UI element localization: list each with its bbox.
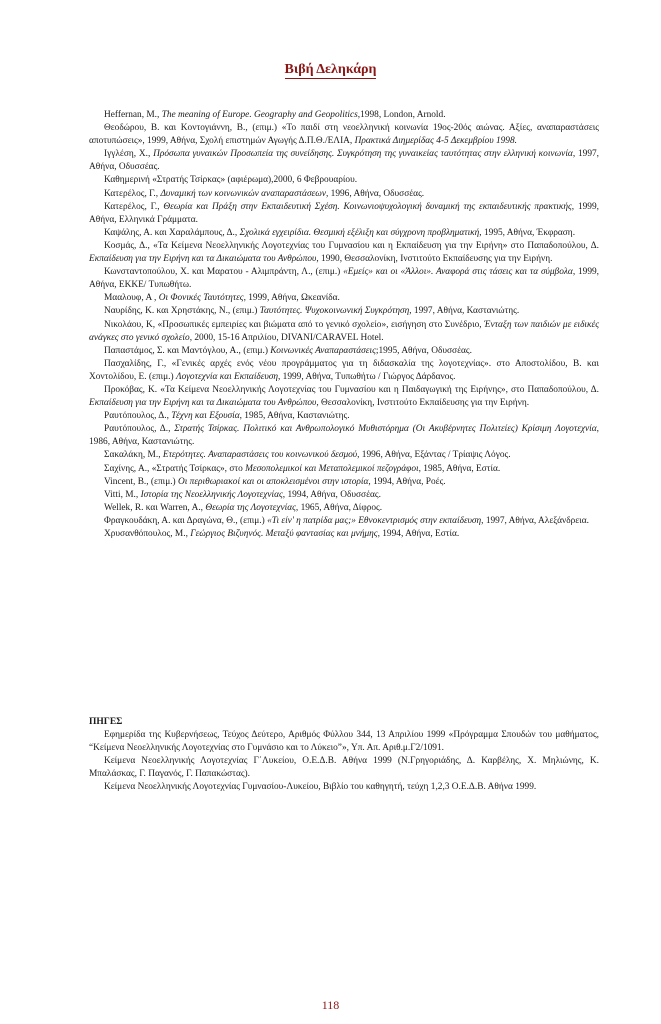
entry-title-italic: Εκπαίδευση για την Ειρήνη και τα Δικαιώματα του Ανθρώπου xyxy=(89,254,317,265)
bibliography-entry xyxy=(89,201,599,227)
entry-title-italic: Οι περιθωριακοί και οι αποκλεισμένοι στην ιστορία xyxy=(178,476,369,487)
source-entry xyxy=(89,755,599,781)
bibliography-entry xyxy=(89,476,599,489)
entry-title-italic: Ετερότητες. Αναπαραστάσεις του κοινωνικού δεσμού xyxy=(162,450,358,461)
entry-text: Vincent, Β., (επιμ.) xyxy=(104,476,178,487)
entry-title-italic: Λογοτεχνία και Εκπαίδευση xyxy=(175,371,278,382)
bibliography-entry xyxy=(89,449,599,462)
bibliography-entry xyxy=(89,410,599,423)
entry-text: Χρυσανθόπουλος, Μ., xyxy=(104,529,191,539)
bibliography-entry xyxy=(89,515,599,528)
entry-text: , 1997, Αθήνα, Οδυσσέας. xyxy=(89,149,599,173)
entry-text: Ναυρίδης, Κ. και Χρηστάκης, Ν., (επιμ.) xyxy=(104,306,260,317)
entry-title-italic: Σχολικά εγχειρίδια. Θεσμική εξέλιξη και σύγχρονη προβληματική xyxy=(239,227,480,238)
bibliography-entry xyxy=(89,240,599,266)
entry-text: Εφημερίδα της Κυβερνήσεως, Τεύχος Δεύτερο, Αριθμός Φύλλου 344, 13 Απριλίου 1999 «Πρόγραμμα Σπουδών του μαθήματος, “Κείμενα Νεοελληνικής Λογοτεχνίας στο Γυμνάσιο και το Λύκειο”», Υπ. Απ. Αριθ.μ.Γ2/1091. xyxy=(89,730,599,754)
entry-title-italic: Τέχνη και Εξουσία xyxy=(171,411,240,422)
entry-title-italic: Ένταξη των παιδιών με ειδικές ανάγκες στο γενικό σχολείο xyxy=(89,319,599,343)
entry-text: , 1997, Αθήνα, Καστανιώτης. xyxy=(409,306,520,317)
bibliography-entry xyxy=(89,423,599,449)
entry-text: , 1999, Αθήνα, Ελληνικά Γράμματα. xyxy=(89,201,599,225)
bibliography-entry xyxy=(89,188,599,201)
entry-text: Μααλουφ, Α , xyxy=(104,293,159,304)
entry-title-italic: Κοινωνικές Αναπαραστάσεις xyxy=(270,345,376,356)
running-header xyxy=(0,62,661,78)
bibliography-entry xyxy=(89,174,599,187)
bibliography-entry xyxy=(89,489,599,502)
entry-text: , 1986, Αθήνα, Καστανιώτης. xyxy=(89,424,599,448)
bibliography-entry xyxy=(89,463,599,476)
entry-text: 1998, London, Arnold. xyxy=(360,110,446,120)
entry-text: Πασχαλίδης, Γ., «Γενικές αρχές ενός νέου προγράμματος για τη διδασκαλία της λογοτεχνίας». στο Αποστολίδου, Β. και Χοντολίδου, Ε. (επιμ.) xyxy=(89,358,599,382)
entry-title-italic: Πρόσωπα γυναικών Προσωπεία της συνείδησης. Συγκρότηση της γυναικείας ταυτότητας στην ελληνική κοινωνία xyxy=(153,149,573,160)
entry-text: Φραγκουδάκη, Α. και Δραγώνα, Θ., (επιμ.) xyxy=(104,515,268,526)
entry-text: Κατερέλος, Γ., xyxy=(104,201,164,212)
entry-title-italic: Θεωρία και Πράξη στην Εκπαιδευτική Σχέση. Κοινωνιοψυχολογική δυναμική της εκπαιδευτικής πρακτικής xyxy=(163,201,572,212)
entry-text: Κείμενα Νεοελληνικής Λογοτεχνίας Γυμνασίου-Λυκείου, Βιβλίο του καθηγητή, τεύχη 1,2,3 Ο.Ε.Δ.Β. Αθήνα 1999. xyxy=(104,782,537,793)
entry-text: Ραυτόπουλος, Δ., xyxy=(104,424,175,435)
source-entry xyxy=(89,781,599,794)
header-author: Βιβή Δεληκάρη xyxy=(284,62,377,77)
entry-title-italic: «Εμείς» και οι «Άλλοι». Αναφορά στις τάσεις και τα σύμβολα xyxy=(343,267,573,278)
entry-text: , 1997, Αθήνα, Αλεξάνδρεια. xyxy=(481,515,589,526)
entry-text: Καψάλης, Α. και Χαραλάμπους, Δ., xyxy=(104,227,240,238)
entry-text: , 1995, Αθήνα, Έκφραση. xyxy=(479,227,576,238)
entry-text: Σαχίνης, Α., «Στρατής Τσίρκας», στο xyxy=(104,463,246,474)
entry-text: , 1965, Αθήνα, Δίφρος. xyxy=(295,502,383,513)
entry-text: Θεοδώρου, Β. και Κοντογιάννη, Β., (επιμ.) «Το παιδί στη νεοελληνική κοινωνία 19ος-20ός αιώνας. Αξίες, αναπαραστάσεις αποτυπώσεις», 1999, Αθήνα, Σχολή επιστημών Αγωγής Δ.Π.Θ./ΕΛΙΑ, xyxy=(89,123,599,147)
entry-text: Κατερέλος, Γ., xyxy=(104,188,161,199)
entry-text: Wellek, R. και Warren, A., xyxy=(104,502,206,513)
bibliography-list xyxy=(89,109,599,541)
entry-text: , 1985, Αθήνα, Εστία. xyxy=(418,463,501,474)
bibliography-entry xyxy=(89,148,599,174)
entry-title-italic: Ταυτότητες. Ψυχοκοινωνική Συγκρότηση xyxy=(259,306,410,317)
entry-title-italic: The meaning of Europe. Geography and Geopolitics, xyxy=(161,110,361,120)
entry-text: , 1999, Αθήνα, Τυπωθήτω / Γιώργος Δάρδανος. xyxy=(277,371,456,382)
entry-title-italic: Γεώργιος Βιζυηνός. Μεταξύ φαντασίας και μνήμης xyxy=(190,529,378,539)
entry-text: Προκόβας, Κ. «Τα Κείμενα Νεοελληνικής Λογοτεχνίας του Γυμνασίου και η Παιδαγωγική της Ειρήνης», στο Παπαδοπούλου, Δ. xyxy=(104,384,599,395)
entry-text: Νικολάου, Κ, «Προσωπικές εμπειρίες και βιώματα από το γενικό σχολείο», εισήγηση στο Συνέδριο, xyxy=(104,319,485,330)
entry-text: Κοσμάς, Δ., «Τα Κείμενα Νεοελληνικής Λογοτεχνίας του Γυμνασίου και η Εκπαίδευση για την Ειρήνη» στο Παπαδοπούλου, Δ. xyxy=(104,240,599,251)
entry-text: 1996, Αθήνα, Οδυσσέας. xyxy=(328,188,425,199)
entry-text: , 1994, Αθήνα, Οδυσσέας. xyxy=(282,489,381,500)
entry-text: Heffernan, M., xyxy=(104,110,162,120)
source-entry xyxy=(89,729,599,755)
entry-text: Vitti, Μ., xyxy=(104,489,141,500)
bibliography-entry xyxy=(89,502,599,515)
entry-text: Ραυτόπουλος, Δ., xyxy=(104,411,172,422)
entry-text: , 1999, Αθήνα, Ωκεανίδα. xyxy=(243,293,340,304)
entry-text: , 1990, Θεσσαλονίκη, Ινστιτούτο Εκπαίδευσης για την Ειρήνη. xyxy=(316,254,553,265)
entry-text: Παπαστάμος, Σ. και Μαντόγλου, Α., (επιμ.) xyxy=(104,345,271,356)
entry-title-italic: Πρακτικά Διημερίδας 4-5 Δεκεμβρίου 1998. xyxy=(354,136,517,147)
bibliography-entry xyxy=(89,528,599,541)
entry-title-italic: Μεσοπολεμικοί και Μεταπολεμικοί πεζογράφοι xyxy=(245,463,419,474)
entry-title-italic: Δυναμική των κοινωνικών αναπαραστάσεων, xyxy=(160,188,329,199)
bibliography-entry xyxy=(89,227,599,240)
entry-text: , 1996, Αθήνα, Εξάντας / Τρίαψις Λόγος. xyxy=(357,450,511,461)
bibliography-entry xyxy=(89,292,599,305)
entry-title-italic: Στρατής Τσίρκας. Πολιτικό και Ανθρωπολογικό Μυθιστόρημα (Οι Ακυβέρνητες Πολιτείες) Κρίσιμη Λογοτεχνία xyxy=(174,424,597,435)
bibliography-entry xyxy=(89,384,599,410)
entry-text: Καθημερινή «Στρατής Τσίρκας» (αφιέρωμα),2000, 6 Φεβρουαρίου. xyxy=(104,175,358,186)
bibliography-entry xyxy=(89,319,599,345)
sources-heading: ΠΗΓΕΣ xyxy=(89,717,123,727)
entry-text: , 2000, 15-16 Απριλίου, DIVANI/CARAVEL Hotel. xyxy=(189,332,384,343)
entry-text: , 1994, Αθήνα, Ροές. xyxy=(368,476,446,487)
entry-title-italic: Οι Φονικές Ταυτότητες xyxy=(158,293,244,304)
entry-title-italic: «Τι είν' η πατρίδα μας;» Εθνοκεντρισμός στην εκπαίδευση xyxy=(267,515,482,526)
sources-list xyxy=(89,729,599,794)
bibliography-entry xyxy=(89,109,599,122)
bibliography-entry xyxy=(89,358,599,384)
bibliography-entry xyxy=(89,305,599,318)
bibliography-entry xyxy=(89,266,599,292)
entry-text: Κείμενα Νεοελληνικής Λογοτεχνίας Γ΄Λυκείου, Ο.Ε.Δ.Β. Αθήνα 1999 (Ν.Γρηγοριάδης, Δ. Καρβέλης, Χ. Μηλιώνης, Κ. Μπαλάσκας, Γ. Παγανός, Γ. Παπακώστας). xyxy=(89,756,599,780)
entry-title-italic: Ιστορία της Νεοελληνικής Λογοτεχνίας xyxy=(140,489,283,500)
entry-text: Κωνσταντοπούλου, Χ. και Μαρατου - Αλιμπράντη, Λ., (επιμ.) xyxy=(104,267,344,278)
entry-title-italic: Εκπαίδευση για την Ειρήνη και τα Δικαιώματα του Ανθρώπου xyxy=(89,398,317,409)
entry-text: , Θεσσαλονίκη, Ινστιτούτο Εκπαίδευσης για την Ειρήνη. xyxy=(316,398,530,409)
entry-text: Ιγγλέση, Χ., xyxy=(104,149,154,160)
entry-text: ;1995, Αθήνα, Οδυσσέας. xyxy=(375,345,472,356)
entry-text: Σακαλάκη, Μ., xyxy=(104,450,163,461)
entry-title-italic: Θεωρία της Λογοτεχνίας xyxy=(205,502,296,513)
entry-text: , 1999, Αθήνα, ΕΚΚΕ/ Τυπωθήτω. xyxy=(89,267,599,291)
bibliography-entry xyxy=(89,345,599,358)
entry-text: , 1994, Αθήνα, Εστία. xyxy=(377,529,460,539)
bibliography-entry xyxy=(89,122,599,148)
sources-section xyxy=(89,716,599,794)
entry-text: , 1985, Αθήνα, Καστανιώτης. xyxy=(239,411,350,422)
page-number: 118 xyxy=(321,998,340,1012)
